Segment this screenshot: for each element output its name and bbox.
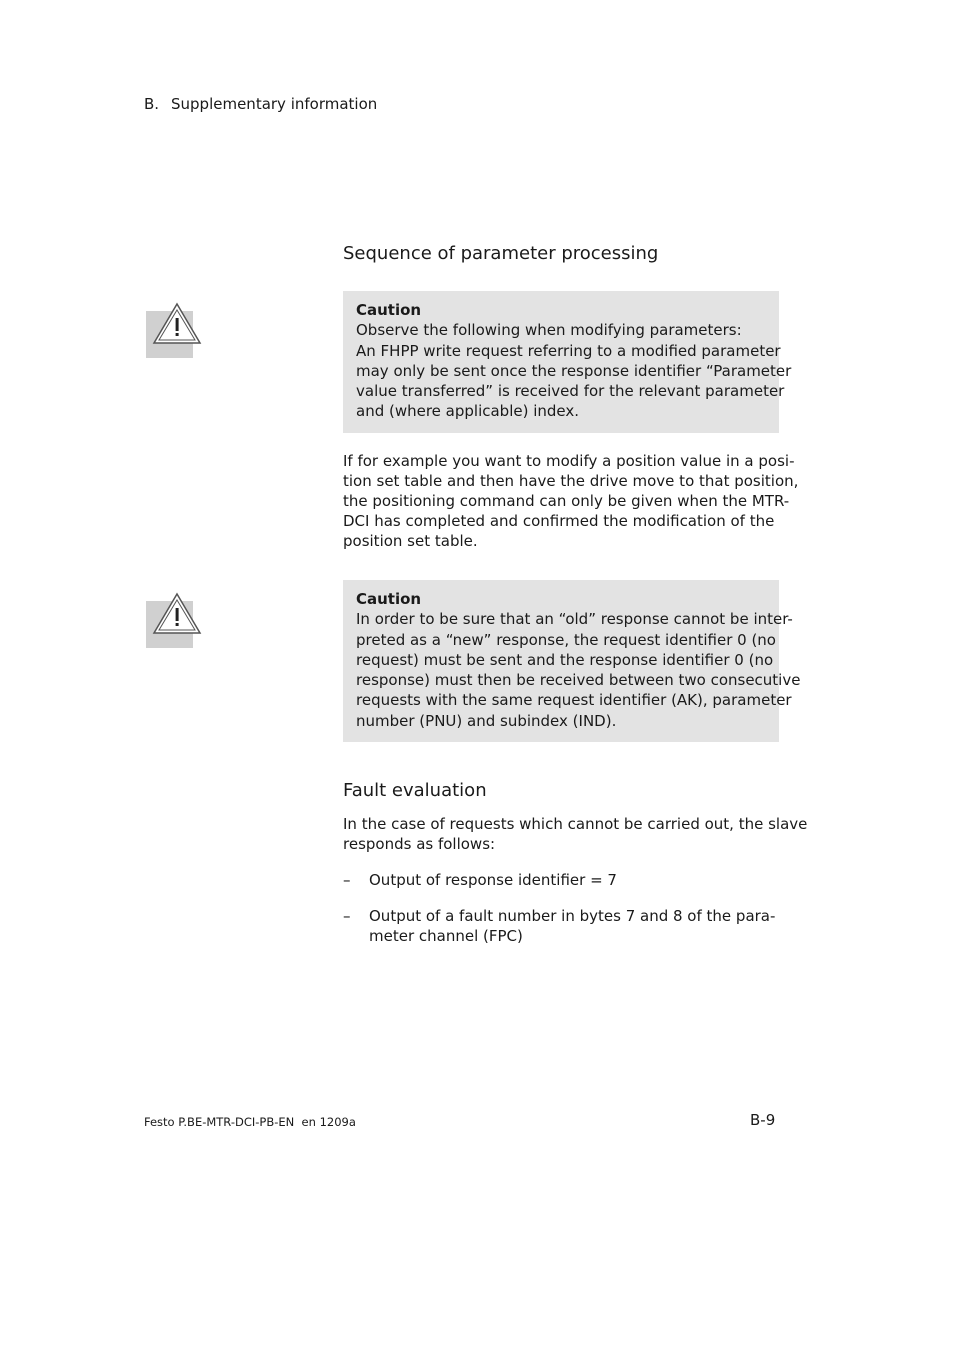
caution-text-line: request) must be sent and the response identifier 0 (no (356, 650, 774, 669)
list-item-text: Output of response identifier = 7 (369, 871, 617, 889)
bullet-dash: – (343, 907, 351, 925)
paragraph-line: responds as follows: (343, 835, 496, 853)
warning-icon (146, 591, 193, 638)
list-item-text: meter channel (FPC) (369, 927, 523, 945)
paragraph-line: In the case of requests which cannot be carried out, the slave (343, 815, 808, 833)
paragraph-line: the positioning command can only be given when the MTR- (343, 492, 790, 510)
caution-text-line: requests with the same request identifier (AK), parameter (356, 691, 792, 710)
caution-text-line: Observe the following when modifying parameters: (356, 321, 742, 340)
caution-box-1 (343, 291, 792, 433)
caution-text-line: and (where applicable) index. (356, 402, 580, 421)
page-number: B-9 (750, 1111, 776, 1129)
section-heading-parameter-processing: Sequence of parameter processing (343, 243, 659, 264)
caution-text-line: preted as a “new” response, the request identifier 0 (no (356, 630, 776, 649)
caution-text-line: number (PNU) and subindex (IND). (356, 711, 617, 730)
chapter-title: Supplementary information (171, 95, 378, 113)
paragraph-line: tion set table and then have the drive move to that position, (343, 472, 799, 490)
body-paragraph-fault-intro (343, 814, 808, 854)
bullet-dash: – (343, 871, 351, 889)
warning-icon (146, 301, 193, 348)
chapter-number: B. (144, 95, 160, 113)
paragraph-line: DCI has completed and confirmed the modification of the (343, 512, 775, 530)
caution-box-2 (343, 580, 801, 742)
caution-text-line: value transferred” is received for the relevant parameter (356, 382, 785, 401)
section-heading-fault-evaluation: Fault evaluation (343, 780, 487, 801)
paragraph-line: position set table. (343, 532, 478, 550)
caution-title: Caution (356, 590, 422, 608)
page-header (144, 95, 377, 113)
caution-title: Caution (356, 301, 422, 319)
caution-text-line: response) must then be received between two consecutive (356, 671, 801, 690)
caution-text-line: may only be sent once the response identifier “Parameter (356, 361, 792, 380)
paragraph-line: If for example you want to modify a position value in a posi- (343, 452, 795, 470)
footer-document-id: Festo P.BE-MTR-DCI-PB-EN en 1209a (144, 1115, 356, 1129)
list-item-text: Output of a fault number in bytes 7 and 8 of the para- (369, 907, 776, 925)
body-paragraph-position-set (343, 451, 799, 551)
caution-text-line: An FHPP write request referring to a modified parameter (356, 341, 781, 360)
caution-text-line: In order to be sure that an “old” response cannot be inter- (356, 610, 793, 629)
